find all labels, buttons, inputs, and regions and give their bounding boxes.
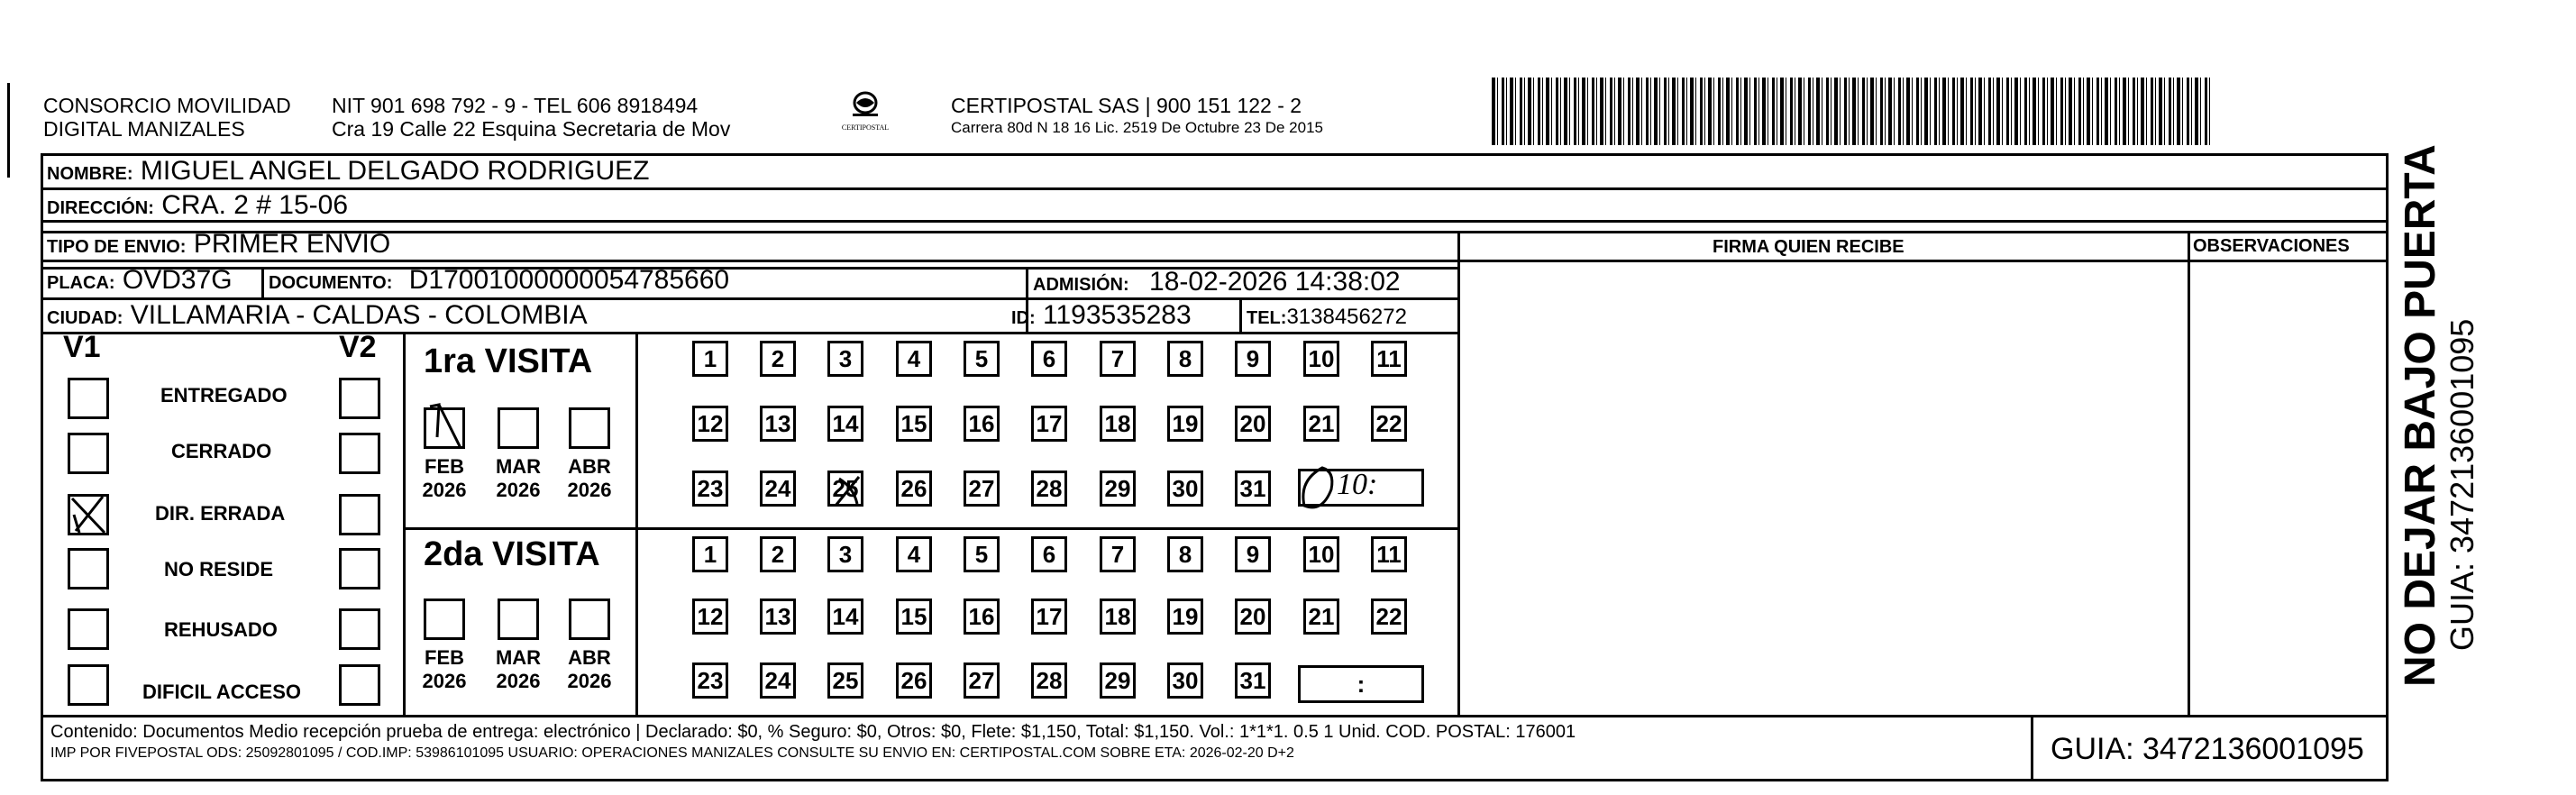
visit1-day-26[interactable]: 26 <box>896 471 932 507</box>
certipostal-line: CERTIPOSTAL SAS | 900 151 122 - 2 <box>951 94 1302 117</box>
v1-checkbox-no-reside[interactable] <box>68 548 109 589</box>
company-line-1: CONSORCIO MOVILIDAD <box>43 94 291 117</box>
side-guia: GUIA: 3472136001095 <box>2444 318 2480 651</box>
visit1-day-23[interactable]: 23 <box>692 471 728 507</box>
visit2-day-10[interactable]: 10 <box>1303 536 1339 572</box>
visit1-day-12[interactable]: 12 <box>692 406 728 442</box>
footer-line-1: Contenido: Documentos Medio recepción prueba de entrega: electrónico | Declarado: $0, % Seguro: $0, Otros: $0, Flete: $1,150, Total: $1,150. Vol.: 1*1*1. 0.5 1 Unid. COD. POSTAL: 176001 <box>50 722 1576 742</box>
visit1-year-feb: 2026 <box>422 479 467 501</box>
logo-text: CERTIPOSTAL <box>841 123 890 132</box>
visit1-month-label-mar <box>489 455 548 502</box>
visit1-time-box[interactable] <box>1298 469 1424 507</box>
tipo-label: TIPO DE ENVIO: <box>47 237 187 257</box>
visit2-day-17[interactable]: 17 <box>1031 599 1067 635</box>
vrule-months <box>635 332 638 715</box>
visit1-day-29[interactable]: 29 <box>1100 471 1136 507</box>
visit1-month-abr: ABR <box>568 455 611 478</box>
rule-3 <box>41 231 2389 233</box>
rule-4 <box>41 260 2389 262</box>
barcode <box>1492 78 2213 145</box>
main-form <box>41 153 2389 781</box>
v2-checkbox-no-reside[interactable] <box>339 548 380 589</box>
visit2-month-label-feb <box>415 646 474 693</box>
option-dir-errada: DIR. ERRADA <box>155 502 286 525</box>
visit2-day-23[interactable]: 23 <box>692 662 728 699</box>
id-row <box>1011 300 1192 331</box>
visit1-month-label-abr <box>560 455 619 502</box>
visit2-day-26[interactable]: 26 <box>896 662 932 699</box>
rule-7 <box>41 332 1460 334</box>
visit1-day-7[interactable]: 7 <box>1100 341 1136 377</box>
visit2-month-label-abr <box>560 646 619 693</box>
visit1-day-8[interactable]: 8 <box>1167 341 1203 377</box>
rule-9 <box>41 715 2389 717</box>
v1-checkbox-dificil-acceso[interactable] <box>68 664 109 706</box>
visit1-month-box-mar[interactable] <box>498 407 539 449</box>
v1-checkbox-cerrado[interactable] <box>68 433 109 474</box>
firma-header: FIRMA QUIEN RECIBE <box>1713 237 1905 257</box>
visit1-day-16[interactable]: 16 <box>964 406 1000 442</box>
visit2-month-label-mar <box>489 646 548 693</box>
vrule-tel <box>1239 297 1242 332</box>
rule-8 <box>406 527 1460 530</box>
observaciones-header: OBSERVACIONES <box>2193 236 2350 256</box>
tel-row <box>1247 305 1407 330</box>
tel-label: TEL: <box>1247 308 1287 328</box>
nit-line: NIT 901 698 792 - 9 - TEL 606 8918494 <box>332 94 699 117</box>
footer-content <box>50 721 1576 764</box>
vrule-signature-left <box>1457 231 1460 715</box>
visit2-day-9[interactable]: 9 <box>1235 536 1271 572</box>
visit1-day-27[interactable]: 27 <box>964 471 1000 507</box>
visit2-month-box-feb[interactable] <box>424 599 465 640</box>
company-contact <box>332 94 730 141</box>
visit2-day-27[interactable]: 27 <box>964 662 1000 699</box>
visit1-day-4[interactable]: 4 <box>896 341 932 377</box>
visit1-month-box-abr[interactable] <box>569 407 610 449</box>
visit2-day-14[interactable]: 14 <box>827 599 863 635</box>
option-no-reside: NO RESIDE <box>164 558 274 580</box>
visit1-day-18[interactable]: 18 <box>1100 406 1136 442</box>
visit2-day-1[interactable]: 1 <box>692 536 728 572</box>
visit2-month-feb: FEB <box>425 646 464 669</box>
visit2-day-11[interactable]: 11 <box>1371 536 1407 572</box>
visit1-time-handwritten: 10: <box>1337 468 1378 501</box>
left-edge-mark <box>7 83 10 178</box>
ciudad-label: CIUDAD: <box>47 308 123 328</box>
visit2-year-feb: 2026 <box>422 670 467 692</box>
visit2-day-12[interactable]: 12 <box>692 599 728 635</box>
placa-label: PLACA: <box>47 273 115 293</box>
ciudad-row <box>47 300 588 331</box>
visit2-day-29[interactable]: 29 <box>1100 662 1136 699</box>
documento-value: D17001000000054785660 <box>408 265 730 295</box>
visit2-day-13[interactable]: 13 <box>760 599 796 635</box>
visit1-day-10[interactable]: 10 <box>1303 341 1339 377</box>
visit2-month-box-mar[interactable] <box>498 599 539 640</box>
footer-line-2: IMP POR FIVEPOSTAL ODS: 25092801095 / COD.IMP: 53986101095 USUARIO: OPERACIONES MANIZALES CONSULTE SU ENVIO EN: CERTIPOSTAL.COM SOBRE ETA: 2026-02-20 D+2 <box>50 745 1294 761</box>
tel-value: 3138456272 <box>1286 305 1407 329</box>
visit2-day-15[interactable]: 15 <box>896 599 932 635</box>
visit1-day-6[interactable]: 6 <box>1031 341 1067 377</box>
visit1-year-abr: 2026 <box>567 479 612 501</box>
visit2-day-2[interactable]: 2 <box>760 536 796 572</box>
rule-1 <box>41 187 2389 190</box>
vrule-placa <box>261 267 264 297</box>
v2-checkbox-entregado[interactable] <box>339 378 380 419</box>
option-cerrado: CERRADO <box>171 440 272 462</box>
visit2-day-21[interactable]: 21 <box>1303 599 1339 635</box>
v2-checkbox-dir-errada[interactable] <box>339 494 380 535</box>
visit1-day-21[interactable]: 21 <box>1303 406 1339 442</box>
visit2-day-8[interactable]: 8 <box>1167 536 1203 572</box>
visit2-day-7[interactable]: 7 <box>1100 536 1136 572</box>
visit1-month-box-feb[interactable] <box>424 407 465 449</box>
v1-checkbox-rehusado[interactable] <box>68 608 109 650</box>
nombre-value: MIGUEL ANGEL DELGADO RODRIGUEZ <box>140 156 650 186</box>
id-label: ID: <box>1011 308 1036 328</box>
ciudad-value: VILLAMARIA - CALDAS - COLOMBIA <box>130 300 588 330</box>
admision-label: ADMISIÓN: <box>1033 275 1129 295</box>
side-text <box>2398 128 2479 687</box>
visit1-day-24[interactable]: 24 <box>760 471 796 507</box>
handwritten-strike-icon <box>830 473 866 509</box>
visit2-day-31[interactable]: 31 <box>1235 662 1271 699</box>
company-name <box>43 94 291 141</box>
visit1-day-9[interactable]: 9 <box>1235 341 1271 377</box>
visit2-year-mar: 2026 <box>496 670 541 692</box>
direccion-value: CRA. 2 # 15-06 <box>161 190 349 220</box>
visit2-day-28[interactable]: 28 <box>1031 662 1067 699</box>
visit2-day-22[interactable]: 22 <box>1371 599 1407 635</box>
visit2-month-box-abr[interactable] <box>569 599 610 640</box>
admision-value: 18-02-2026 14:38:02 <box>1149 267 1401 297</box>
handwritten-x-mark-icon <box>70 497 106 533</box>
visit1-day-2[interactable]: 2 <box>760 341 796 377</box>
v1-checkbox-dir-errada[interactable] <box>68 494 109 535</box>
tipo-row <box>47 229 390 260</box>
visit1-day-30[interactable]: 30 <box>1167 471 1203 507</box>
visit2-day-16[interactable]: 16 <box>964 599 1000 635</box>
certipostal-logo <box>834 88 897 144</box>
visit1-day-5[interactable]: 5 <box>964 341 1000 377</box>
admision-row <box>1033 267 1401 297</box>
v1-checkbox-entregado[interactable] <box>68 378 109 419</box>
visit2-day-19[interactable]: 19 <box>1167 599 1203 635</box>
visit1-day-19[interactable]: 19 <box>1167 406 1203 442</box>
option-entregado: ENTREGADO <box>160 384 288 407</box>
visit2-day-4[interactable]: 4 <box>896 536 932 572</box>
option-rehusado: REHUSADO <box>164 618 278 641</box>
visit1-day-11[interactable]: 11 <box>1371 341 1407 377</box>
documento-label: DOCUMENTO: <box>269 273 393 293</box>
visit1-day-15[interactable]: 15 <box>896 406 932 442</box>
visit1-day-14[interactable]: 14 <box>827 406 863 442</box>
footer-guia: GUIA: 3472136001095 <box>2051 732 2364 766</box>
id-value: 1193535283 <box>1043 300 1192 330</box>
visit2-year-abr: 2026 <box>567 670 612 692</box>
visit2-day-25[interactable]: 25 <box>827 662 863 699</box>
visit1-day-25[interactable]: 25 <box>827 471 863 507</box>
rule-2 <box>41 220 2389 223</box>
handwritten-check-icon <box>426 401 462 450</box>
visit1-day-28[interactable]: 28 <box>1031 471 1067 507</box>
visit1-day-31[interactable]: 31 <box>1235 471 1271 507</box>
vrule-observations-left <box>2188 231 2190 715</box>
visit1-month-label-feb <box>415 455 474 502</box>
nombre-row <box>47 156 649 187</box>
nombre-label: NOMBRE: <box>47 164 133 184</box>
visit2-month-mar: MAR <box>495 646 542 669</box>
visit1-day-1[interactable]: 1 <box>692 341 728 377</box>
visit2-day-3[interactable]: 3 <box>827 536 863 572</box>
visit2-day-5[interactable]: 5 <box>964 536 1000 572</box>
side-no-dejar: NO DEJAR BAJO PUERTA <box>2397 144 2444 687</box>
visit1-day-20[interactable]: 20 <box>1235 406 1271 442</box>
v2-checkbox-dificil-acceso[interactable] <box>339 664 380 706</box>
vrule-options <box>403 332 406 715</box>
visit2-day-18[interactable]: 18 <box>1100 599 1136 635</box>
vrule-footer-guia <box>2031 715 2033 781</box>
visit2-day-24[interactable]: 24 <box>760 662 796 699</box>
license-line: Carrera 80d N 18 16 Lic. 2519 De Octubre 23 De 2015 <box>951 119 1323 136</box>
visit2-title: 2da VISITA <box>424 535 600 573</box>
v2-checkbox-rehusado[interactable] <box>339 608 380 650</box>
v2-label: V2 <box>339 330 377 364</box>
visit2-time-box[interactable] <box>1298 665 1424 703</box>
handwritten-zero-icon <box>1295 462 1349 516</box>
tipo-value: PRIMER ENVIO <box>193 229 391 259</box>
visit1-day-13[interactable]: 13 <box>760 406 796 442</box>
visit1-day-3[interactable]: 3 <box>827 341 863 377</box>
certipostal-info <box>951 94 1323 139</box>
visit2-month-abr: ABR <box>568 646 611 669</box>
company-line-2: DIGITAL MANIZALES <box>43 117 245 141</box>
placa-row <box>47 265 233 296</box>
visit1-day-17[interactable]: 17 <box>1031 406 1067 442</box>
direccion-row <box>47 190 348 221</box>
v2-checkbox-cerrado[interactable] <box>339 433 380 474</box>
v1-label: V1 <box>63 330 101 364</box>
visit2-time-placeholder: : <box>1357 671 1366 698</box>
option-dificil-acceso: DIFICIL ACCESO <box>142 681 302 703</box>
visit1-year-mar: 2026 <box>496 479 541 501</box>
visit2-day-30[interactable]: 30 <box>1167 662 1203 699</box>
visit1-month-mar: MAR <box>495 455 542 478</box>
address-line: Cra 19 Calle 22 Esquina Secretaria de Mov <box>332 117 731 141</box>
logo-mark-icon <box>847 88 883 119</box>
visit1-month-feb: FEB <box>425 455 464 478</box>
visit1-title: 1ra VISITA <box>424 343 593 380</box>
visit2-day-20[interactable]: 20 <box>1235 599 1271 635</box>
documento-row <box>269 265 729 296</box>
visit2-day-6[interactable]: 6 <box>1031 536 1067 572</box>
visit1-day-22[interactable]: 22 <box>1371 406 1407 442</box>
placa-value: OVD37G <box>122 265 233 295</box>
direccion-label: DIRECCIÓN: <box>47 198 154 218</box>
